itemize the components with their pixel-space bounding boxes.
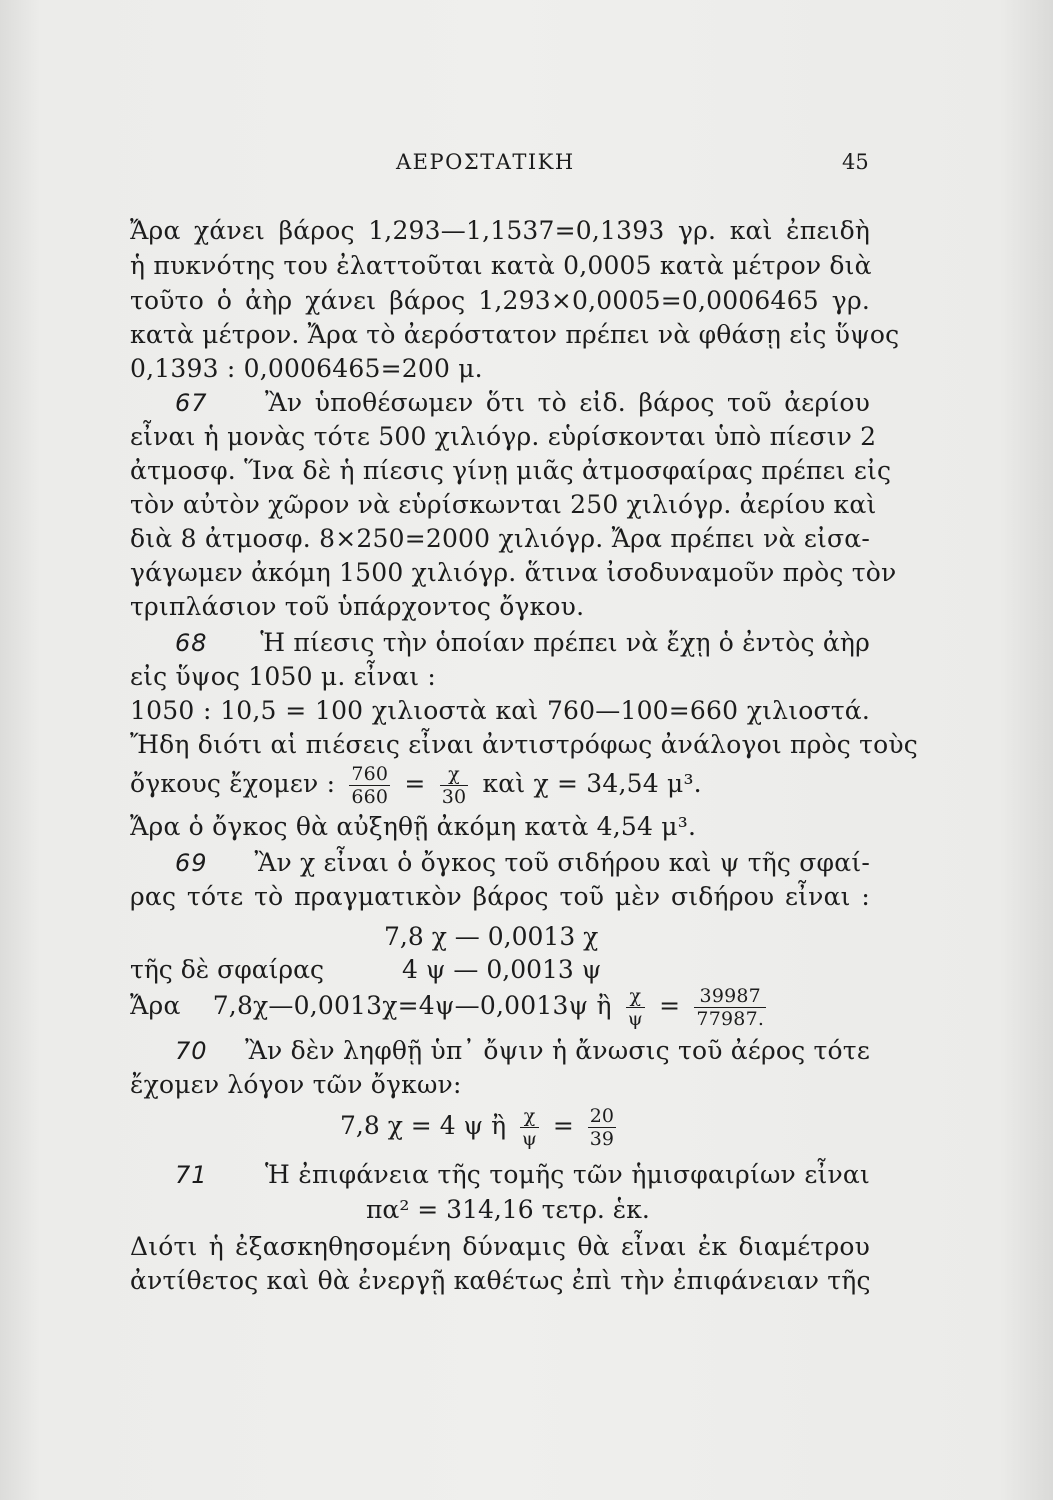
problem-68 (175, 626, 870, 660)
equals-sign: = (552, 1111, 574, 1140)
text-fragment: 7,8 χ = 4 ψ ἢ (340, 1111, 507, 1140)
problem-number: 69 (175, 849, 208, 877)
page-number: 45 (842, 150, 869, 174)
problem-71 (175, 1158, 870, 1192)
problem-number: 70 (175, 1037, 208, 1065)
problem-number: 68 (175, 629, 208, 657)
problem-number: 67 (175, 389, 208, 417)
text-line: τοῦτο ὁ ἀὴρ χάνει βάρος 1,293×0,0005=0,0006465 γρ. (130, 286, 870, 315)
fraction (626, 985, 645, 1030)
equals-sign: = (659, 991, 681, 1020)
text-line: Ἄρα χάνει βάρος 1,293—1,1537=0,1393 γρ. καὶ ἐπειδὴ (130, 216, 870, 245)
text-line: Ἂν ὑποθέσωμεν ὅτι τὸ εἰδ. βάρος τοῦ ἀερίου (265, 388, 870, 417)
fraction-numerator: χ (440, 763, 469, 786)
text-line: 1050 : 10,5 = 100 χιλιοστὰ καὶ 760—100=660 χιλιοστά. (130, 696, 870, 725)
equation-line: 4 ψ — 0,0013 ψ (402, 955, 602, 984)
fraction-numerator: χ (626, 985, 645, 1008)
text-line: εἶναι ἡ μονὰς τότε 500 χιλιόγρ. εὑρίσκονται ὑπὸ πίεσιν 2 (130, 422, 877, 451)
equation-line (130, 982, 870, 1030)
fraction (694, 985, 766, 1030)
problem-69 (175, 846, 870, 880)
fraction-denominator: 77987. (696, 1008, 765, 1030)
equation-line: 7,8 χ — 0,0013 χ (384, 922, 599, 951)
text-line: Ἂν δὲν ληφθῇ ὑπ᾽ ὄψιν ἡ ἄνωσις τοῦ ἀέρος τότε (245, 1036, 870, 1065)
text-line: Ἂν χ εἶναι ὁ ὄγκος τοῦ σιδήρου καὶ ψ τῆς σφαί- (254, 848, 870, 877)
text-line: ἀτμοσφ. Ἵνα δὲ ἡ πίεσις γίνῃ μιᾶς ἀτμοσφαίρας πρέπει εἰς (130, 456, 892, 485)
text-line: διὰ 8 ἀτμοσφ. 8×250=2000 χιλιόγρ. Ἄρα πρέπει νὰ εἰσα- (130, 524, 870, 553)
text-line: ρας τότε τὸ πραγματικὸν βάρος τοῦ μὲν σιδήρου εἶναι : (130, 882, 870, 911)
text-line: Ἄρα ὁ ὄγκος θὰ αὐξηθῇ ἀκόμη κατὰ 4,54 μ³. (130, 812, 697, 841)
problem-70 (175, 1034, 870, 1068)
text-line: Ἡ πίεσις τὴν ὁποίαν πρέπει νὰ ἔχῃ ὁ ἐντὸς ἀὴρ (260, 628, 870, 657)
text-line: γάγωμεν ἀκόμη 1500 χιλιόγρ. ἅτινα ἰσοδυναμοῦν πρὸς τὸν (130, 558, 897, 587)
equation-line (340, 1102, 622, 1150)
fraction-numerator: 760 (351, 763, 389, 785)
fraction-denominator: 660 (351, 786, 389, 808)
problem-number: 71 (175, 1161, 208, 1189)
fraction-denominator: 39 (589, 1128, 614, 1150)
text-fragment: καὶ χ = 34,54 μ³. (482, 769, 702, 798)
text-line: τριπλάσιον τοῦ ὑπάρχοντος ὄγκου. (130, 592, 585, 621)
equals-sign: = (404, 769, 426, 798)
fraction-numerator: 20 (589, 1105, 614, 1127)
text-fragment: 7,8χ—0,0013χ=4ψ—0,0013ψ ἢ (212, 991, 612, 1020)
fraction-numerator: 39987 (694, 985, 766, 1008)
equation-line (130, 760, 870, 808)
equation-line: πα² = 314,16 τετρ. ἑκ. (366, 1195, 650, 1224)
text-fragment: τῆς δὲ σφαίρας (130, 955, 325, 984)
text-line: κατὰ μέτρον. Ἄρα τὸ ἀερόστατον πρέπει νὰ φθάσῃ εἰς ὕψος (130, 320, 900, 349)
text-fragment: ὄγκους ἔχομεν : (130, 769, 336, 798)
fraction-denominator: 30 (441, 786, 467, 808)
fraction (520, 1105, 539, 1150)
text-line: ἡ πυκνότης του ἐλαττοῦται κατὰ 0,0005 κατὰ μέτρον διὰ (130, 251, 872, 280)
text-line: Ἡ ἐπιφάνεια τῆς τομῆς τῶν ἡμισφαιρίων εἶναι (265, 1160, 870, 1189)
text-fragment: Ἄρα (130, 991, 181, 1020)
text-line: τὸν αὐτὸν χῶρον νὰ εὑρίσκωνται 250 χιλιόγρ. ἀερίου καὶ (130, 490, 877, 519)
fraction (349, 763, 390, 808)
fraction-numerator: χ (520, 1105, 539, 1128)
problem-67 (175, 386, 870, 420)
text-line: ἔχομεν λόγον τῶν ὄγκων: (130, 1070, 462, 1099)
fraction (440, 763, 469, 808)
text-line: ἀντίθετος καὶ θὰ ἐνεργῇ καθέτως ἐπὶ τὴν ἐπιφάνειαν τῆς (130, 1266, 871, 1295)
text-line: Ἤδη διότι αἱ πιέσεις εἶναι ἀντιστρόφως ἀνάλογοι πρὸς τοὺς (130, 730, 919, 759)
fraction-denominator: ψ (627, 1008, 643, 1030)
fraction (588, 1105, 616, 1150)
fraction-denominator: ψ (522, 1128, 537, 1150)
running-header: ΑΕΡΟΣΤΑΤΙΚΗ (396, 150, 575, 174)
text-line: 0,1393 : 0,0006465=200 μ. (130, 354, 483, 383)
text-line: Διότι ἡ ἐξασκηθησομένη δύναμις θὰ εἶναι ἐκ διαμέτρου (130, 1232, 870, 1261)
text-line: εἰς ὕψος 1050 μ. εἶναι : (130, 662, 437, 691)
